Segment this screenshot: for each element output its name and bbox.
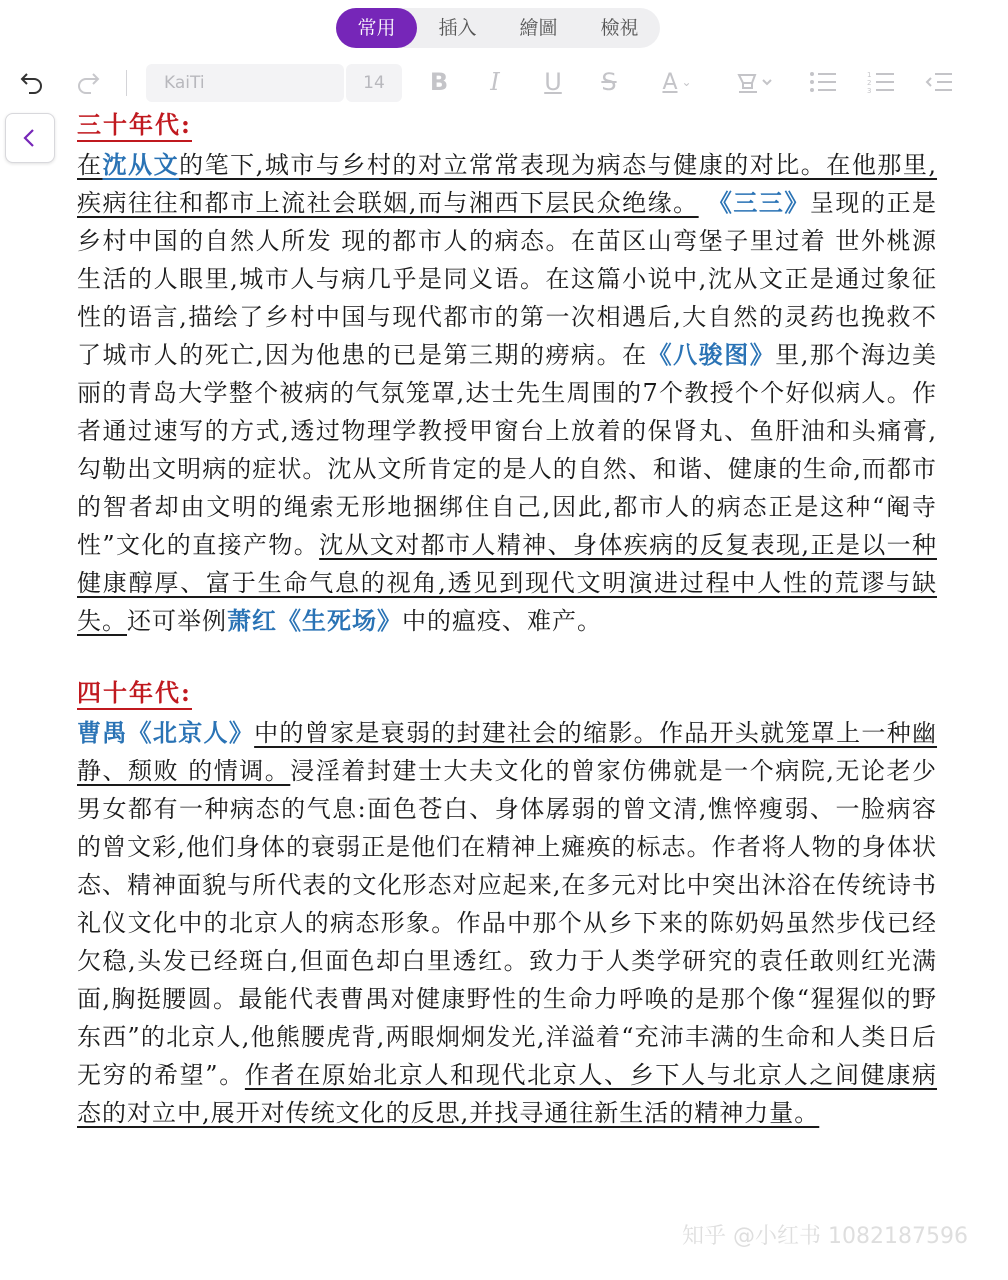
- work-title: 《八骏图》: [647, 340, 776, 369]
- strikethrough-icon[interactable]: S: [601, 68, 617, 96]
- redo-icon[interactable]: [70, 56, 106, 108]
- note-content[interactable]: [77, 106, 937, 1132]
- work-title: 《三三》: [707, 188, 810, 217]
- italic-icon[interactable]: I: [490, 68, 500, 96]
- font-color-icon[interactable]: A ⌄: [662, 69, 692, 95]
- bold-icon[interactable]: B: [429, 68, 449, 96]
- tab-home[interactable]: 常用: [336, 8, 417, 48]
- svg-text:1: 1: [867, 71, 872, 79]
- back-button[interactable]: [5, 113, 55, 163]
- text-segment: 中的曾家是衰弱的封建社会的缩影。作品开头就笼罩上一种幽静、颓败 的情调。: [77, 719, 938, 785]
- text-segment: 作者在原始北京人和现代北京人、乡下人与北京人之间健康病态的对立中,展开对传统文化的反思,并找寻通往新生活的精神力量。: [77, 1061, 938, 1127]
- section-body: [77, 146, 937, 640]
- font-name-field[interactable]: KaiTi: [146, 64, 344, 102]
- svg-text:3: 3: [867, 87, 872, 94]
- section-spacer: [77, 640, 937, 674]
- section-title: 四十年代:: [77, 678, 192, 710]
- text-segment: 还可举例: [127, 607, 227, 635]
- ribbon-tabs: [336, 8, 660, 48]
- text-segment: 浸淫着封建士大夫文化的曾家仿佛就是一个病院,无论老少男女都有一种病态的气息:面色苍白、身体孱弱的曾文清,憔悴瘦弱、一脸病容的曾文彩,他们身体的衰弱正是他们在精神上瘫痪的标志。作者将人物的身体状态、精神面貌与所代表的文化形态对应起来,在多元对比中突出沐浴在传统诗书礼仪文化中的北京人的病态形象。作品中那个从乡下来的陈奶妈虽然步伐已经欠稳,头发已经斑白,但面色却白里透红。致力于人类学研究的袁任敢则红光满面,胸挺腰圆。最能代表曹禺对健康野性的生命力呼唤的是那个像“猩猩似的野东西”的北京人,他熊腰虎背,两眼炯炯发光,洋溢着“充沛丰满的生命和人类日后无穷的希望”。: [77, 757, 937, 1089]
- author-name: 沈从文: [102, 150, 180, 179]
- watermark: 知乎 @小红书 1082187596: [682, 1224, 968, 1249]
- tab-view[interactable]: 檢視: [600, 17, 639, 39]
- section-title: 三十年代:: [77, 110, 192, 142]
- formatting-toolbar: [0, 56, 1008, 108]
- work-title: 曹禺《北京人》: [77, 718, 255, 747]
- text-segment: 中的瘟疫、难产。: [402, 607, 602, 635]
- text-segment: 沈从文对都市人精神、身体疾病的反复表现,正是以一种健康醇厚、富于生命气息的视角,透见到现代文明演进过程中人性的荒谬与缺失。: [77, 531, 937, 635]
- text-segment: [699, 189, 708, 217]
- underline-icon[interactable]: U: [544, 68, 562, 96]
- highlight-icon[interactable]: [730, 56, 780, 108]
- chevron-left-icon: [6, 114, 54, 162]
- font-size-field[interactable]: 14: [346, 64, 402, 102]
- section-1940s: [77, 674, 937, 1132]
- numbered-list-icon[interactable]: [864, 56, 898, 108]
- work-title: 萧红《生死场》: [227, 606, 402, 635]
- text-segment: 的笔下,城市与乡村的对立常常表现为病态与健康的对比。在他那里,疾病往往和都市上流社会联姻,而与湘西下层民众绝缘。: [77, 151, 938, 217]
- section-1930s: [77, 106, 937, 640]
- toolbar-divider: [126, 70, 127, 96]
- tab-insert[interactable]: 插入: [438, 17, 477, 39]
- svg-text:2: 2: [867, 79, 872, 87]
- bullet-list-icon[interactable]: [806, 56, 840, 108]
- outdent-icon[interactable]: [922, 56, 956, 108]
- tab-draw[interactable]: 繪圖: [519, 17, 558, 39]
- text-segment: 里,那个海边美丽的青岛大学整个被病的气氛笼罩,达士先生周围的7个教授个个好似病人。作者通过速写的方式,透过物理学教授甲窗台上放着的保肾丸、鱼肝油和头痛膏,勾勒出文明病的症状。沈从文所肯定的是人的自然、和谐、健康的生命,而都市的智者却由文明的绳索无形地捆绑住自己,因此,都市人的病态正是这种“阉寺性”文化的直接产物。: [77, 341, 937, 559]
- undo-icon[interactable]: [14, 56, 50, 108]
- text-segment: 呈现的正是乡村中国的自然人所发 现的都市人的病态。在苗区山弯堡子里过着 世外桃源生活的人眼里,城市人与病几乎是同义语。在这篇小说中,沈从文正是通过象征性的语言,描绘了乡村中国与现代都市的第一次相遇后,大自然的灵药也挽救不了城市人的死亡,因为他患的已是第三期的痨病。在: [77, 189, 937, 369]
- text-segment: 在: [77, 151, 103, 179]
- section-body: [77, 714, 937, 1132]
